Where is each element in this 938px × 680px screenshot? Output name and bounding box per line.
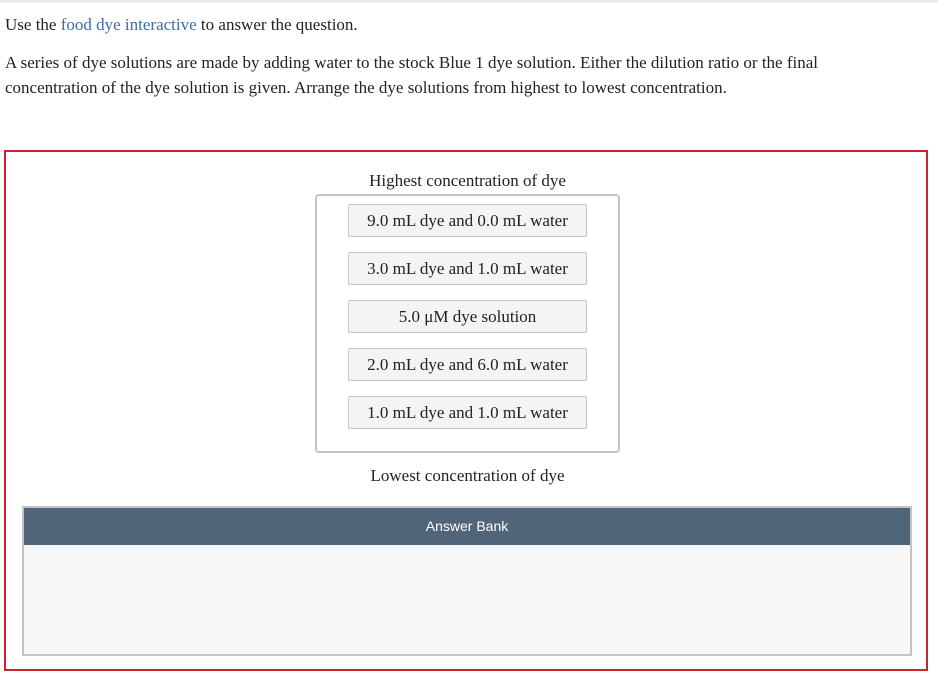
question-text: A series of dye solutions are made by adding water to the stock Blue 1 dye solution. Either the dilution ratio or the final concentration of the dye solution is given. Arrange the dye solutions from highest to lowest concentration. (5, 53, 818, 97)
intro-text (5, 14, 358, 36)
top-divider (0, 0, 938, 3)
answer-bank[interactable] (22, 506, 912, 656)
food-dye-interactive-link[interactable]: food dye interactive (60, 15, 197, 34)
ranking-item[interactable]: 9.0 mL dye and 0.0 mL water (348, 204, 587, 237)
highest-concentration-label: Highest concentration of dye (369, 171, 566, 190)
ranking-item[interactable]: 5.0 μM dye solution (348, 300, 587, 333)
ranking-item[interactable]: 3.0 mL dye and 1.0 mL water (348, 252, 587, 285)
intro-suffix: to answer the question. (196, 15, 358, 34)
ranking-drop-zone[interactable] (315, 194, 620, 453)
ranking-item[interactable]: 2.0 mL dye and 6.0 mL water (348, 348, 587, 381)
answer-bank-header: Answer Bank (24, 508, 910, 545)
ranking-item[interactable]: 1.0 mL dye and 1.0 mL water (348, 396, 587, 429)
lowest-concentration-label: Lowest concentration of dye (370, 466, 565, 485)
intro-prefix: Use the (5, 15, 61, 34)
